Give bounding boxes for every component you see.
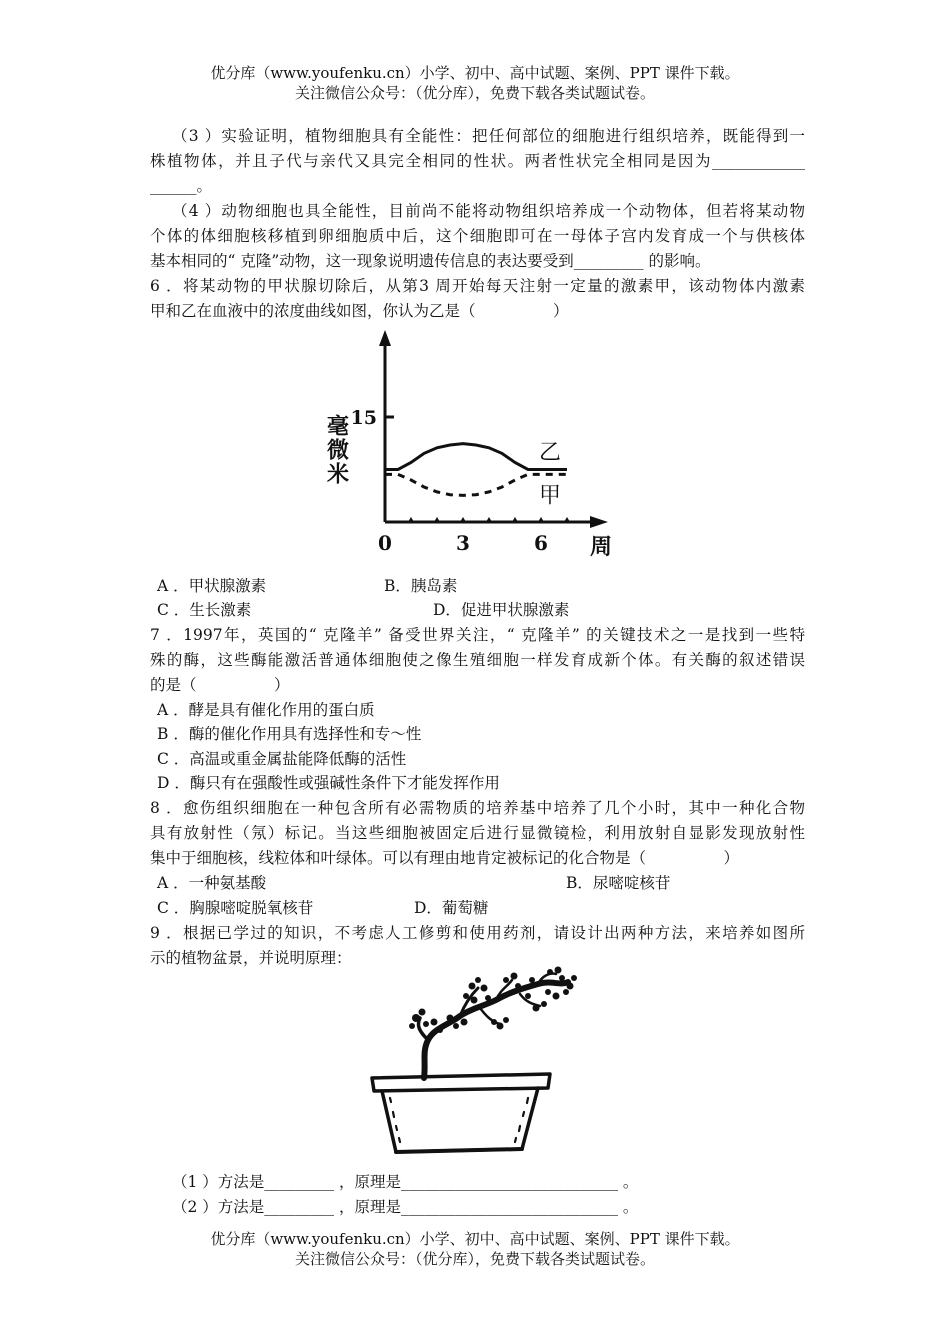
q9-line-2: 示的植物盆景，并说明原理： [150, 949, 352, 967]
x-tick-mark [486, 517, 492, 522]
x-axis-label: 周 [590, 535, 613, 560]
q8-option-d: D．葡萄糖 [414, 899, 489, 917]
q8-option-a: A ．一种氨基酸 [157, 874, 267, 892]
header-line-2: 关注微信公众号：（优分库），免费下载各类试题试卷。 [294, 84, 655, 102]
q4-line-2: 个体的体细胞核移植到卵细胞质中后，这个细胞即可在一母体子宫内发育成一个与供核体 [150, 227, 805, 245]
y-axis-label: 毫微米 [323, 414, 349, 486]
q6-option-b: B．胰岛素 [384, 577, 458, 595]
q8-option-c: C ．胸腺嘧啶脱氧核苷 [157, 899, 314, 917]
q7-line-3: 的是（ ） [150, 676, 290, 694]
footer-line-2: 关注微信公众号：（优分库），免费下载各类试题试卷。 [294, 1250, 655, 1268]
x-axis-arrow [590, 516, 608, 528]
bonsai-pot-figure [360, 966, 590, 1166]
q6-option-c: C ．生长激素 [157, 601, 252, 619]
q6-line-1: 6 ．将某动物的甲状腺切除后，从第3 周开始每天注射一定量的激素甲，该动物体内激素 [150, 277, 805, 295]
q8-option-b: B．尿嘧啶核苷 [566, 874, 671, 892]
q6-line-2: 甲和乙在血液中的浓度曲线如图，你认为乙是（ ） [150, 302, 569, 320]
q8-line-1: 8 ．愈伤组织细胞在一种包含所有必需物质的培养基中培养了几个小时，其中一种化合物 [150, 799, 805, 817]
series-label-乙: 乙 [539, 440, 562, 466]
x-tick-label: 6 [534, 531, 548, 555]
q9-line-1: 9 ．根据已学过的知识，不考虑人工修剪和使用药剂，请设计出两种方法，来培养如图所 [150, 924, 805, 942]
x-tick-mark [434, 517, 440, 522]
q7-option-b: B ．酶的催化作用具有选择性和专～性 [157, 725, 422, 743]
x-tick-mark [460, 517, 466, 522]
x-tick-mark [538, 517, 544, 522]
hormone-concentration-chart [323, 322, 630, 562]
x-tick-mark [512, 517, 518, 522]
footer-line-1: 优分库（www.youfenku.cn）小学、初中、高中试题、案例、PPT 课件下载。 [210, 1230, 740, 1248]
q4-line-3: 基本相同的“ 克隆”动物，这一现象说明遗传信息的表达要受到_________ 的影响。 [150, 252, 711, 270]
y-axis-arrow [379, 330, 391, 346]
q8-line-3: 集中于细胞核，线粒体和叶绿体。可以有理由地肯定被标记的化合物是（ ） [150, 849, 740, 867]
q7-option-d: D ．酶只有在强酸性或强碱性条件下才能发挥作用 [157, 774, 500, 792]
q4-line-1: （4 ）动物细胞也具全能性，目前尚不能将动物组织培养成一个动物体，但若将某动物 [172, 202, 805, 220]
q6-option-a: A ．甲状腺激素 [157, 577, 267, 595]
q8-line-2: 具有放射性（氖）标记。当这些细胞被固定后进行显微镜检，利用放射自显影发现放射性 [150, 824, 805, 842]
series-label-甲: 甲 [539, 483, 562, 509]
x-tick-mark [408, 517, 414, 522]
q9-answer-2: （2 ）方法是_________ ，原理是____________________________ 。 [172, 1198, 639, 1216]
q7-option-c: C ．高温或重金属盐能降低酶的活性 [157, 750, 407, 768]
q9-answer-1: （1 ）方法是_________ ，原理是____________________________ 。 [172, 1173, 639, 1191]
y-tick-label: 15 [350, 407, 377, 429]
x-tick-mark [564, 517, 570, 522]
x-tick-label: 3 [456, 531, 470, 555]
q3-line-3: ______。 [150, 177, 213, 195]
q7-option-a: A ．酵是具有催化作用的蛋白质 [157, 701, 375, 719]
q6-option-d: D．促进甲状腺激素 [433, 601, 570, 619]
q3-line-2: 株植物体，并且子代与亲代又具完全相同的性状。两者性状完全相同是因为____________ [150, 152, 805, 170]
q7-line-1: 7 ．1997年，英国的“ 克隆羊” 备受世界关注，“ 克隆羊” 的关键技术之一是找到一些特 [150, 626, 805, 644]
x-tick-label: 0 [378, 531, 392, 555]
header-line-1: 优分库（www.youfenku.cn）小学、初中、高中试题、案例、PPT 课件下载。 [210, 64, 740, 82]
q3-line-1: （3 ）实验证明，植物细胞具有全能性：把任何部位的细胞进行组织培养，既能得到一 [172, 127, 805, 145]
q7-line-2: 殊的酶，这些酶能激活普通体细胞使之像生殖细胞一样发育成新个体。有关酶的叙述错误 [150, 651, 805, 669]
